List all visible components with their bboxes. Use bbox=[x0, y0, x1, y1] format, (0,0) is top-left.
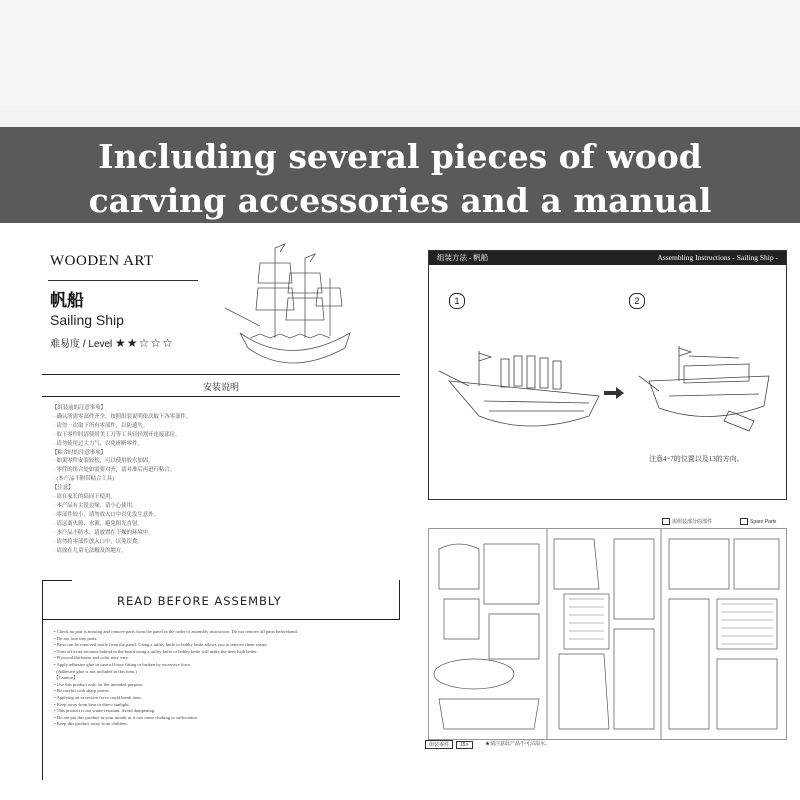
section-rule-top bbox=[42, 374, 400, 375]
frame-left-vert bbox=[42, 580, 43, 780]
parts-legend-assembly bbox=[662, 518, 712, 525]
footer-label: 组装零件 bbox=[425, 740, 453, 749]
instructions-note: 注意4~7的位置以及13的方向。 bbox=[649, 455, 744, 463]
difficulty-level bbox=[50, 335, 174, 350]
frame-heading-rule bbox=[42, 619, 400, 620]
level-stars: ★★☆☆☆ bbox=[115, 336, 174, 350]
instructions-header bbox=[429, 251, 786, 265]
assembly-instructions-panel bbox=[428, 250, 787, 500]
banner-line-1: Including several pieces of wood bbox=[98, 137, 702, 176]
parts-footer-tag bbox=[425, 740, 476, 749]
parts-legend-spare bbox=[740, 518, 776, 525]
section-heading-cn: 安装说明 bbox=[202, 382, 239, 392]
frame-top-left bbox=[42, 580, 72, 581]
title-chinese: 帆船 bbox=[50, 291, 84, 311]
arrow-icon bbox=[604, 386, 624, 400]
footer-code: 15> bbox=[456, 741, 472, 749]
parts-footer-note: ★请注意此产品不可沾湿水。 bbox=[485, 742, 551, 747]
section-rule-bottom bbox=[42, 396, 400, 397]
legend-assembly-label: 需组装部分的部件 bbox=[672, 519, 713, 525]
step-2-ship-diagram bbox=[629, 336, 779, 446]
step-2-marker: 2 bbox=[629, 293, 645, 309]
parts-sheet-drawing bbox=[429, 529, 786, 739]
banner-line-2: carving accessories and a manual bbox=[88, 181, 712, 220]
promo-banner bbox=[0, 127, 800, 223]
top-blank-band bbox=[0, 0, 800, 105]
instructions-title-en: Assembling Instructions - Sailing Ship - bbox=[657, 253, 778, 262]
frame-right-vert bbox=[399, 580, 400, 620]
legend-spare-label: Spare Parts bbox=[750, 518, 777, 525]
step-1-ship-diagram bbox=[439, 341, 609, 441]
manual-left-page bbox=[42, 238, 404, 798]
title-english: Sailing Ship bbox=[50, 312, 124, 328]
step-1-marker: 1 bbox=[449, 293, 465, 309]
parts-sheet bbox=[428, 528, 787, 740]
brand-divider bbox=[48, 280, 198, 281]
brand-label: WOODEN ART bbox=[50, 253, 154, 269]
level-label: 难易度 / Level bbox=[50, 339, 113, 350]
instructions-chinese-text: 【组装前的注意事项】 · 确认所需零部件齐全，按照组装说明依次取下各零部件。 · 请勿一次取下所有零部件，以防遗失。 · 取下零件时请使用美工刀等工具轻轻割开连接部位。 · 请勿使用过大力气，以免折断零件。 【粘合时的注意事项】 · 如果零件安装较松，可以使用胶水加固。 · 零件的组合处如需要对齐，请对准后再进行粘合。 · (本产品不附带粘合工具) 【注意】 · 请在家长的陪同下使用。 · 本产品有尖锐边缘，请小心使用。 · 零部件较小，请勿放入口中以免发生意外。 · 请远离火源、水源，避免阳光直射。 · 本产品不防水，请放置在干燥的环境中。 · 请勿将零部件放入口中，以免误食。 · 请放在儿童无法触及的地方。 bbox=[52, 405, 192, 554]
legend-swatch-spare bbox=[740, 518, 748, 525]
instructions-english-text: • Check no part is missing and remove parts from the panel in the order of assembly instruction. Do not remove all parts beforehand. • Do not lose tiny parts. • Parts can be removed easily from the panel. Using a utility knife or hobby knife allows you to remove them easier. • Trim off extra sections behind in the board using a utility knife or hobby knife will make the item look better. • Plywood thickness and color may vary. • Apply adhesive glue in case of loose fitting or broken by excessive force. (Adhesive glue is not included in this item.) 【Caution】 • Use this product only for the intended purpose. • Be careful with sharp points. • Applying an excessive force could break item. • Keep away from heat or direct sunlight. • This product is not water-resistant. Avoid dampening. • Do not put this product in your mouth as it can cause choking or suffocation. • Keep this product away from children. bbox=[54, 629, 298, 727]
sailing-ship-illustration bbox=[220, 238, 360, 373]
read-before-assembly-heading: READ BEFORE ASSEMBLY bbox=[117, 594, 282, 608]
instructions-title-cn: 组装方法 - 帆船 bbox=[437, 253, 489, 262]
legend-swatch-assembly bbox=[662, 518, 670, 525]
